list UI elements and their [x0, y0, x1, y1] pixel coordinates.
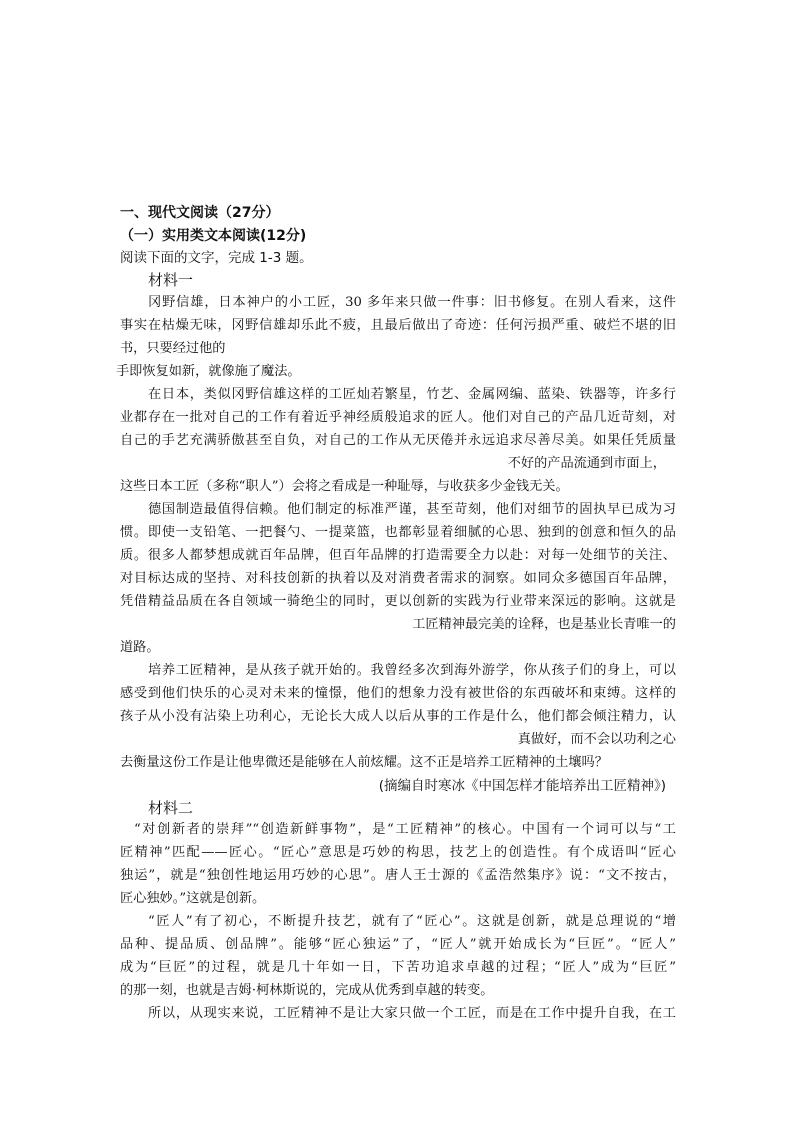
material1-line: 德国制造最值得信赖。他们制定的标准严谨，甚至苛刻，他们对细节的固执早已成为习 — [148, 502, 676, 517]
material1-line: 在日本，类似冈野信雄这样的工匠灿若繁星，竹艺、金属网编、蓝染、铁器等，许多行 — [148, 387, 676, 402]
material1-line: 去衡量这份工作是让他卑微还是能够在人前炫耀。这不正是培养工匠精神的土壤吗？ — [120, 755, 608, 770]
material1-line: 惯。即使一支铅笔、一把餐勺、一提菜篮，也都彰显着细腻的心思、独到的创意和恒久的品 — [120, 525, 676, 540]
material2-line: 所以，从现实来说，工匠精神不是让大家只做一个工匠，而是在工作中提升自我，在工 — [148, 1006, 676, 1021]
material1-line: 这些日本工匠（多称“职人”）会将之看成是一种耻辱，与收获多少金钱无关。 — [120, 479, 569, 494]
material1-line: 工匠精神最完美的诠释，也是基业长青唯一的 — [412, 617, 676, 632]
material2-heading: 材料二 — [148, 799, 194, 817]
material2-line: “对创新者的崇拜”“创造新鲜事物”，是“工匠精神”的核心。中国有一个词可以与“工 — [134, 822, 676, 837]
material2-line: 品种、提品质、创品牌”。能够“匠心独运”了，“匠人”就开始成长为“巨匠”。“匠人” — [120, 937, 676, 952]
material1-line: 真做好，而不会以功利之心 — [517, 732, 676, 747]
material1-line: 道路。 — [120, 640, 160, 655]
material2-line: “匠人”有了初心，不断提升技艺，就有了“匠心”。这就是创新，就是总理说的“增 — [148, 914, 676, 929]
material1-line: 对目标达成的坚持、对科技创新的执着以及对消费者需求的洞察。如同众多德国百年品牌， — [120, 571, 676, 586]
material1-line: 书，只要经过他的 — [120, 341, 226, 356]
material1-line: 冈野信雄，日本神户的小工匠，30 多年来只做一件事：旧书修复。在别人看来，这件 — [148, 295, 676, 310]
material1-line: 培养工匠精神，是从孩子就开始的。我曾经多次到海外游学，你从孩子们的身上，可以 — [148, 663, 676, 678]
material2-line: 独运”，就是“独创性地运用巧妙的心思”。唐人王士源的《孟浩然集序》说：“文不按古， — [120, 868, 676, 883]
material2-line: 匠精神”匹配——匠心。“匠心”意思是巧妙的构思，技艺上的创造性。有个成语叫“匠心 — [120, 845, 676, 860]
material2-line: 匠心独妙。”这就是创新。 — [120, 891, 266, 906]
material1-line: 凭借精益品质在各自领域一骑绝尘的同时，更以创新的实践为行业带来深远的影响。这就是 — [120, 594, 676, 609]
material1-line: 手即恢复如新，就像施了魔法。 — [116, 364, 301, 379]
section-title: 一、现代文阅读（27分） — [120, 205, 280, 221]
material2-line: 成为“巨匠”的过程，就是几十年如一日，下苦功追求卓越的过程；“匠人”成为“巨匠” — [120, 960, 676, 975]
material1-line: 不好的产品流通到市面上， — [507, 456, 666, 471]
material1-line: 孩子从小没有沾染上功利心，无论长大成人以后从事的工作是什么，他们都会倾注精力，认 — [120, 709, 676, 724]
material1-line: 自己的手艺充满骄傲甚至自负，对自己的工作从无厌倦并永远追求尽善尽美。如果任凭质量 — [120, 433, 676, 448]
material1-line: 质。很多人都梦想成就百年品牌，但百年品牌的打造需要全力以赴：对每一处细节的关注、 — [120, 548, 676, 563]
material1-line: 业都存在一批对自己的工作有着近乎神经质般追求的匠人。他们对自己的产品几近苛刻，对 — [120, 410, 676, 425]
material1-line: 事实在枯燥无味，冈野信雄却乐此不疲，且最后做出了奇迹：任何污损严重、破烂不堪的旧 — [120, 318, 676, 333]
material1-heading: 材料一 — [148, 271, 194, 289]
subsection-title: （一）实用类文本阅读(12分) — [120, 228, 307, 244]
instruction-text: 阅读下面的文字，完成 1-3 题。 — [120, 250, 313, 266]
material1-source: (摘编自时寒冰《中国怎样才能培养出工匠精神》) — [378, 778, 666, 794]
material1-line: 感受到他们快乐的心灵对未来的憧憬，他们的想象力没有被世俗的东西破坏和束缚。这样的 — [120, 686, 676, 701]
material2-line: 的那一刻，也就是吉姆·柯林斯说的，完成从优秀到卓越的转变。 — [120, 983, 494, 998]
